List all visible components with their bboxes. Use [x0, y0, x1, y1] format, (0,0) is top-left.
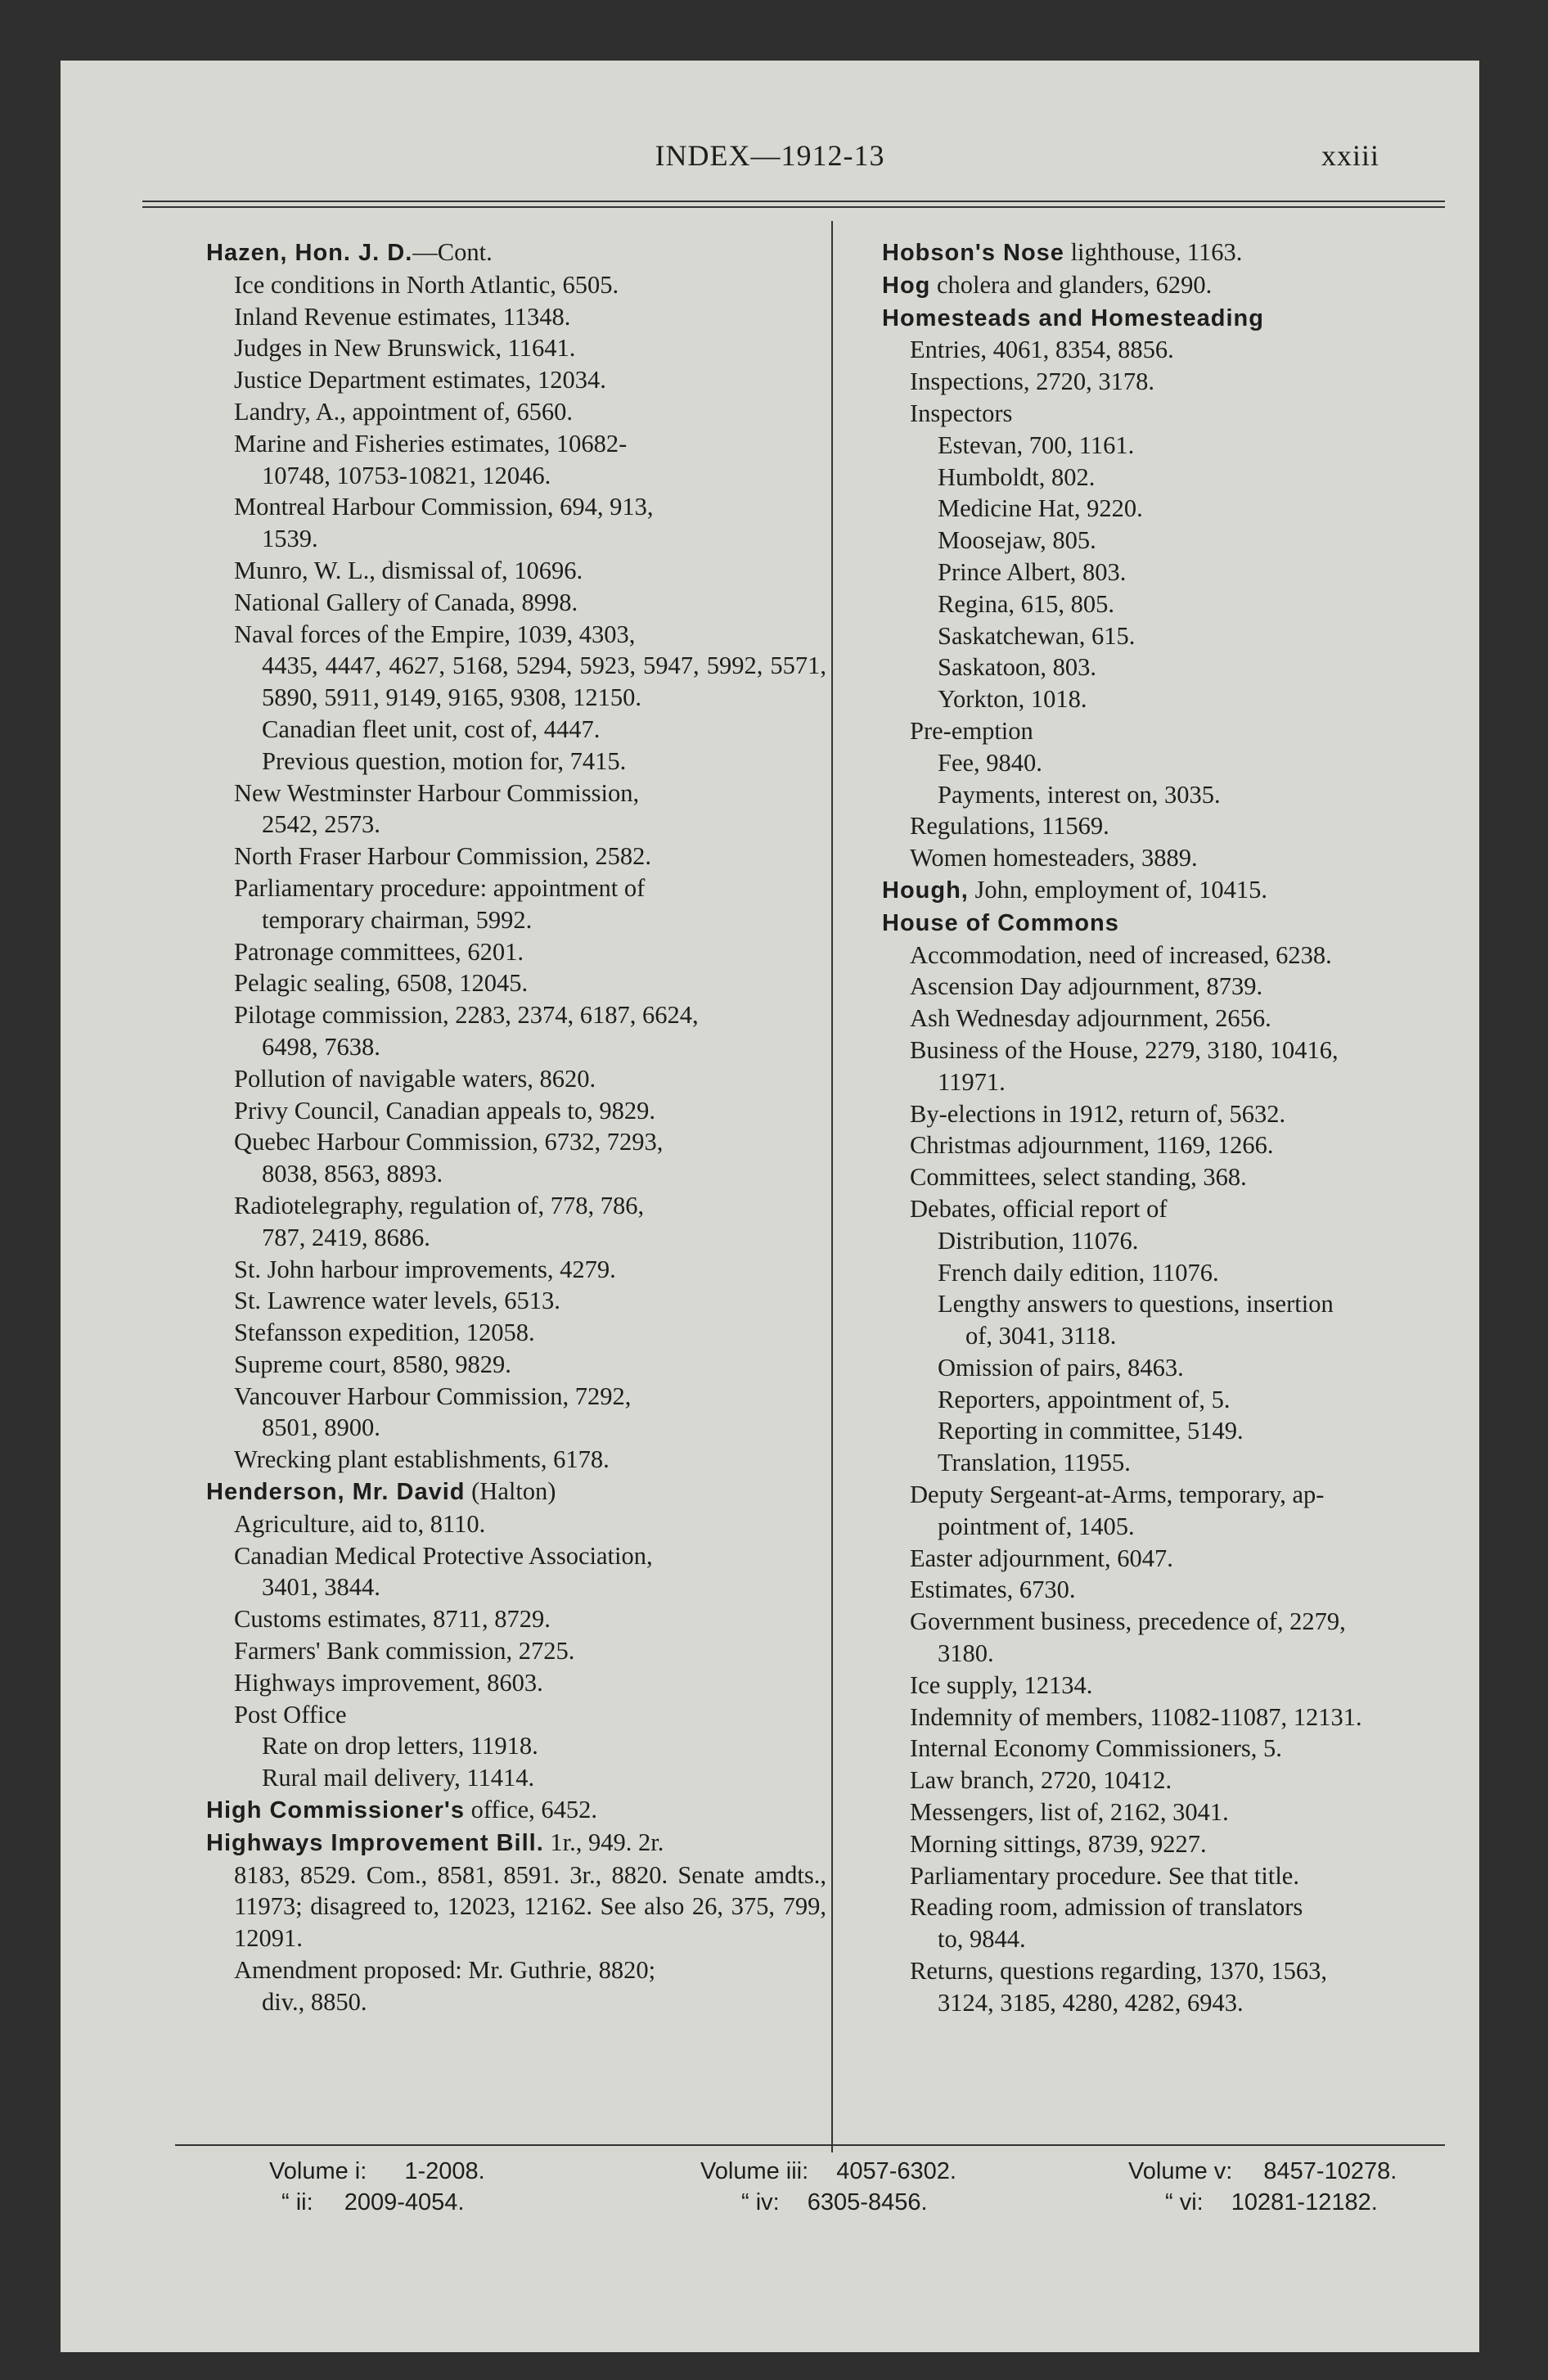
index-subentry — [851, 1891, 1435, 1955]
entry-text: Government business, precedence of, 2279, — [910, 1607, 1346, 1636]
index-subentry — [851, 430, 1435, 462]
entry-text: Agriculture, aid to, 8110. — [234, 1509, 486, 1538]
entry-text: Montreal Harbour Commission, 694, 913, — [234, 493, 654, 521]
index-page — [61, 61, 1479, 2352]
volume-entry — [741, 2187, 928, 2218]
entry-continuation: 3401, 3844. — [262, 1573, 380, 1602]
index-subentry — [851, 1479, 1435, 1543]
entry-text: Amendment proposed: Mr. Guthrie, 8820; — [234, 1956, 656, 1985]
entry-text: Judges in New Brunswick, 11641. — [234, 334, 576, 363]
index-subentry — [851, 1796, 1435, 1828]
entry-text: Parliamentary procedure. See that title. — [910, 1861, 1299, 1890]
volume-range: 2009-4054. — [344, 2189, 465, 2215]
entry-text: By-elections in 1912, return of, 5632. — [910, 1099, 1286, 1128]
entry-text: Omission of pairs, 8463. — [938, 1353, 1184, 1382]
index-subentry — [175, 1126, 826, 1190]
index-subentry — [851, 1384, 1435, 1416]
index-subentry — [175, 1317, 826, 1349]
index-subentry — [175, 1730, 826, 1762]
index-subentry — [851, 366, 1435, 398]
volume-label: “ ii: — [281, 2189, 313, 2215]
index-subentry — [851, 779, 1435, 811]
entry-text: Farmers' Bank commission, 2725. — [234, 1637, 575, 1666]
right-column — [781, 237, 1435, 2019]
entry-continuation: to, 9844. — [938, 1925, 1026, 1954]
entry-text: Wrecking plant establishments, 6178. — [234, 1445, 610, 1474]
entry-text: Munro, W. L., dismissal of, 10696. — [234, 556, 583, 584]
index-subentry — [175, 1095, 826, 1127]
volume-range: 8457-10278. — [1263, 2158, 1397, 2184]
entry-text: Highways improvement, 8603. — [234, 1668, 543, 1697]
volume-entry — [1128, 2156, 1397, 2187]
index-subentry — [851, 1670, 1435, 1702]
index-subentry — [851, 651, 1435, 683]
entry-text: Landry, A., appointment of, 6560. — [234, 397, 573, 426]
entry-text: Business of the House, 2279, 3180, 10416, — [910, 1035, 1339, 1064]
running-title: INDEX—1912-13 — [655, 139, 885, 172]
entry-text: Distribution, 11076. — [938, 1226, 1139, 1255]
entry-continuation: temporary chairman, 5992. — [262, 905, 533, 934]
entry-text: Pollution of navigable waters, 8620. — [234, 1064, 596, 1093]
entry-text: Deputy Sergeant-at-Arms, temporary, ap- — [910, 1481, 1325, 1509]
entry-heading: Hazen, Hon. J. D. — [206, 240, 413, 266]
entry-continuation: 3124, 3185, 4280, 4282, 6943. — [938, 1988, 1244, 2017]
index-subentry — [851, 1257, 1435, 1289]
entry-text: Canadian Medical Protective Association, — [234, 1541, 653, 1570]
index-subentry — [175, 396, 826, 428]
entry-text: Lengthy answers to questions, insertion — [938, 1290, 1334, 1318]
entry-text: Debates, official report of — [910, 1194, 1168, 1223]
header-rule — [142, 201, 1445, 208]
index-subentry — [851, 1193, 1435, 1225]
entry-text: Rural mail delivery, 11414. — [262, 1764, 535, 1792]
index-subentry — [851, 747, 1435, 779]
index-subentry — [175, 714, 826, 746]
volume-range: 4057-6302. — [836, 2158, 956, 2184]
index-subentry — [175, 936, 826, 968]
entry-text: Translation, 11955. — [938, 1449, 1131, 1477]
index-subentry — [175, 1381, 826, 1445]
entry-continuation: 4435, 4447, 4627, 5168, 5294, 5923, 5947, 5992, 5571, 5890, 5911, 9149, 9165, 9308, 12150. — [262, 651, 826, 712]
entry-text: Morning sittings, 8739, 9227. — [910, 1829, 1207, 1858]
index-subentry — [175, 1285, 826, 1317]
index-subentry — [851, 1447, 1435, 1479]
entry-text: Pilotage commission, 2283, 2374, 6187, 6624, — [234, 1001, 699, 1030]
index-subentry — [851, 842, 1435, 874]
index-heading-entry — [175, 1476, 826, 1508]
index-heading-entry — [175, 1827, 826, 1954]
index-heading-entry — [851, 874, 1435, 907]
index-subentry — [175, 999, 826, 1063]
index-subentry — [851, 1288, 1435, 1352]
index-subentry — [851, 525, 1435, 557]
index-subentry — [175, 778, 826, 841]
entry-text: Ice supply, 12134. — [910, 1670, 1093, 1699]
entry-text: Supreme court, 8580, 9829. — [234, 1350, 511, 1378]
index-subentry — [851, 1352, 1435, 1384]
index-subentry — [175, 428, 826, 492]
entry-text: Pelagic sealing, 6508, 12045. — [234, 969, 529, 998]
index-subentry — [851, 1098, 1435, 1130]
index-subentry — [851, 334, 1435, 366]
index-subentry — [851, 1225, 1435, 1257]
volume-range: 6305-8456. — [807, 2189, 928, 2215]
index-subentry — [175, 1635, 826, 1667]
entry-text: Ice conditions in North Atlantic, 6505. — [234, 270, 619, 299]
entry-text: Inspections, 2720, 3178. — [910, 367, 1155, 396]
index-subentry — [175, 1667, 826, 1699]
entry-text: Customs estimates, 8711, 8729. — [234, 1605, 551, 1634]
index-subentry — [851, 940, 1435, 971]
index-subentry — [175, 1508, 826, 1540]
entry-text: Justice Department estimates, 12034. — [234, 366, 606, 394]
index-subentry — [851, 1955, 1435, 2019]
index-heading-entry — [175, 237, 826, 269]
index-subentry — [851, 1161, 1435, 1193]
entry-text: —Cont. — [412, 238, 493, 266]
index-subentry — [851, 810, 1435, 842]
index-subentry — [851, 462, 1435, 494]
entry-heading: Hobson's Nose — [882, 240, 1064, 266]
index-subentry — [175, 967, 826, 999]
entry-text: Reading room, admission of translators — [910, 1893, 1303, 1922]
entry-text: Post Office — [234, 1700, 347, 1729]
entry-text: Christmas adjournment, 1169, 1266. — [910, 1131, 1274, 1160]
entry-text: Payments, interest on, 3035. — [938, 780, 1221, 809]
entry-heading: Henderson, Mr. David — [206, 1479, 466, 1506]
entry-text: Quebec Harbour Commission, 6732, 7293, — [234, 1128, 664, 1156]
entry-text: National Gallery of Canada, 8998. — [234, 588, 578, 616]
volume-label: “ vi: — [1165, 2189, 1204, 2215]
index-subentry — [851, 588, 1435, 620]
index-subentry — [851, 1543, 1435, 1575]
entry-text: Saskatoon, 803. — [938, 653, 1097, 682]
index-subentry — [851, 1765, 1435, 1796]
index-heading-entry — [851, 907, 1435, 940]
volume-label: Volume iii: — [700, 2158, 809, 2184]
entry-text: Parliamentary procedure: appointment of — [234, 873, 646, 902]
index-subentry — [851, 1415, 1435, 1447]
entry-text: Naval forces of the Empire, 1039, 4303, — [234, 620, 636, 648]
entry-text: Accommodation, need of increased, 6238. — [910, 940, 1332, 969]
entry-continuation: 8038, 8563, 8893. — [262, 1160, 443, 1188]
page-number: xxiii — [1321, 139, 1379, 172]
entry-text: Internal Economy Commissioners, 5. — [910, 1734, 1282, 1763]
entry-text: Estimates, 6730. — [910, 1575, 1076, 1604]
index-subentry — [175, 1349, 826, 1381]
entry-text: (Halton) — [465, 1477, 556, 1506]
index-subentry — [851, 557, 1435, 588]
entry-continuation: div., 8850. — [262, 1987, 367, 2016]
index-subentry — [175, 1699, 826, 1731]
entry-heading: Hough, — [882, 877, 969, 904]
entry-continuation: 11971. — [938, 1067, 1006, 1096]
entry-text: cholera and glanders, 6290. — [930, 270, 1213, 299]
index-subentry — [175, 491, 826, 555]
entry-text: Returns, questions regarding, 1370, 1563, — [910, 1957, 1327, 1986]
volume-entry — [269, 2156, 485, 2187]
entry-text: Estevan, 700, 1161. — [938, 430, 1135, 459]
entry-text: Women homesteaders, 3889. — [910, 844, 1198, 872]
index-heading-entry — [851, 269, 1435, 302]
volume-entry — [281, 2187, 464, 2218]
index-subentry — [851, 620, 1435, 652]
volume-range: 1-2008. — [404, 2158, 485, 2184]
index-subentry — [175, 1254, 826, 1286]
entry-text: Pre-emption — [910, 716, 1033, 745]
index-subentry — [175, 587, 826, 619]
index-subentry — [851, 1860, 1435, 1892]
index-subentry — [175, 619, 826, 714]
volume-range: 10281-12182. — [1231, 2189, 1378, 2215]
entry-text: Saskatchewan, 615. — [938, 621, 1136, 650]
index-subentry — [851, 1003, 1435, 1034]
entry-continuation: 8183, 8529. Com., 8581, 8591. 3r., 8820. Senate amdts., 11973; disagreed to, 12023, 12162. See also 26, 375, 799, 12091. — [234, 1860, 826, 1953]
entry-text: Reporters, appointment of, 5. — [938, 1385, 1231, 1413]
entry-text: Regulations, 11569. — [910, 812, 1109, 841]
entry-text: Patronage committees, 6201. — [234, 937, 524, 966]
entry-text: Canadian fleet unit, cost of, 4447. — [262, 714, 601, 743]
entry-text: Ascension Day adjournment, 8739. — [910, 972, 1263, 1001]
index-subentry — [851, 683, 1435, 715]
entry-continuation: 787, 2419, 8686. — [262, 1223, 430, 1251]
index-subentry — [175, 1540, 826, 1604]
entry-text: office, 6452. — [464, 1796, 598, 1824]
index-subentry — [175, 1444, 826, 1476]
index-subentry — [851, 1733, 1435, 1765]
index-subentry — [851, 1574, 1435, 1606]
entry-text: St. Lawrence water levels, 6513. — [234, 1287, 560, 1315]
index-subentry — [175, 872, 826, 936]
entry-heading: High Commissioner's — [206, 1797, 465, 1824]
left-column — [175, 237, 826, 2018]
index-subentry — [851, 493, 1435, 525]
entry-text: Medicine Hat, 9220. — [938, 494, 1143, 523]
entry-text: Privy Council, Canadian appeals to, 9829. — [234, 1096, 656, 1125]
entry-continuation: 2542, 2573. — [262, 810, 380, 839]
index-subentry — [175, 746, 826, 778]
index-subentry — [175, 841, 826, 872]
entry-text: Marine and Fisheries estimates, 10682- — [234, 429, 628, 458]
entry-text: Humboldt, 802. — [938, 462, 1096, 491]
entry-text: John, employment of, 10415. — [968, 875, 1267, 904]
entry-text: Previous question, motion for, 7415. — [262, 746, 627, 775]
entry-text: lighthouse, 1163. — [1064, 238, 1243, 266]
entry-text: French daily edition, 11076. — [938, 1258, 1219, 1287]
entry-heading: Homesteads and Homesteading — [882, 304, 1264, 331]
entry-text: Messengers, list of, 2162, 3041. — [910, 1798, 1229, 1827]
entry-text: Inland Revenue estimates, 11348. — [234, 302, 571, 331]
entry-text: Vancouver Harbour Commission, 7292, — [234, 1382, 632, 1410]
entry-text: Moosejaw, 805. — [938, 526, 1096, 555]
index-subentry — [851, 1034, 1435, 1098]
entry-continuation: 6498, 7638. — [262, 1032, 380, 1061]
entry-text: Committees, select standing, 368. — [910, 1163, 1247, 1192]
index-subentry — [175, 555, 826, 587]
entry-text: Yorkton, 1018. — [938, 685, 1087, 714]
entry-heading: Highways Improvement Bill. — [206, 1829, 544, 1856]
entry-text: Fee, 9840. — [938, 748, 1042, 777]
index-subentry — [175, 1762, 826, 1794]
entry-heading: Hog — [882, 272, 931, 299]
volume-entry — [1165, 2187, 1378, 2218]
index-subentry — [851, 1129, 1435, 1161]
entry-text: Radiotelegraphy, regulation of, 778, 786, — [234, 1191, 645, 1219]
index-subentry — [175, 332, 826, 364]
entry-continuation: 10748, 10753-10821, 12046. — [262, 461, 551, 489]
entry-text: Law branch, 2720, 10412. — [910, 1766, 1172, 1795]
index-heading-entry — [851, 302, 1435, 335]
index-subentry — [175, 301, 826, 333]
index-subentry — [175, 1063, 826, 1095]
index-heading-entry — [175, 1794, 826, 1827]
footer-rule — [175, 2144, 1445, 2146]
page-header — [61, 138, 1479, 187]
entry-text: New Westminster Harbour Commission, — [234, 778, 640, 807]
entry-continuation: 3180. — [938, 1639, 994, 1668]
entry-text: Stefansson expedition, 12058. — [234, 1318, 535, 1347]
entry-continuation: 8501, 8900. — [262, 1413, 380, 1442]
entry-continuation: pointment of, 1405. — [938, 1512, 1135, 1540]
entry-text: Inspectors — [910, 399, 1013, 427]
entry-text: Entries, 4061, 8354, 8856. — [910, 336, 1174, 364]
index-subentry — [175, 1603, 826, 1635]
index-subentry — [175, 364, 826, 396]
entry-text: Ash Wednesday adjournment, 2656. — [910, 1004, 1271, 1033]
entry-text: Easter adjournment, 6047. — [910, 1544, 1173, 1572]
index-subentry — [851, 971, 1435, 1003]
entry-text: Prince Albert, 803. — [938, 557, 1127, 586]
index-subentry — [851, 715, 1435, 747]
entry-text: Regina, 615, 805. — [938, 589, 1115, 618]
index-subentry — [175, 1190, 826, 1254]
volume-label: Volume i: — [269, 2158, 367, 2184]
entry-text: Indemnity of members, 11082-11087, 12131. — [910, 1702, 1362, 1731]
entry-text: 1r., 949. 2r. — [543, 1828, 664, 1856]
volume-entry — [700, 2156, 956, 2187]
entry-text: Reporting in committee, 5149. — [938, 1417, 1244, 1445]
volume-label: Volume v: — [1128, 2158, 1233, 2184]
entry-continuation: of, 3041, 3118. — [965, 1322, 1117, 1350]
index-subentry — [851, 1606, 1435, 1670]
index-subentry — [175, 1954, 826, 2018]
entry-text: Rate on drop letters, 11918. — [262, 1732, 538, 1760]
index-subentry — [851, 398, 1435, 430]
index-subentry — [851, 1828, 1435, 1860]
volume-label: “ iv: — [741, 2189, 780, 2215]
entry-text: St. John harbour improvements, 4279. — [234, 1255, 616, 1283]
entry-text: North Fraser Harbour Commission, 2582. — [234, 842, 651, 871]
index-subentry — [851, 1702, 1435, 1733]
entry-heading: House of Commons — [882, 909, 1119, 936]
index-subentry — [175, 269, 826, 301]
entry-continuation: 1539. — [262, 525, 318, 553]
index-heading-entry — [851, 237, 1435, 269]
